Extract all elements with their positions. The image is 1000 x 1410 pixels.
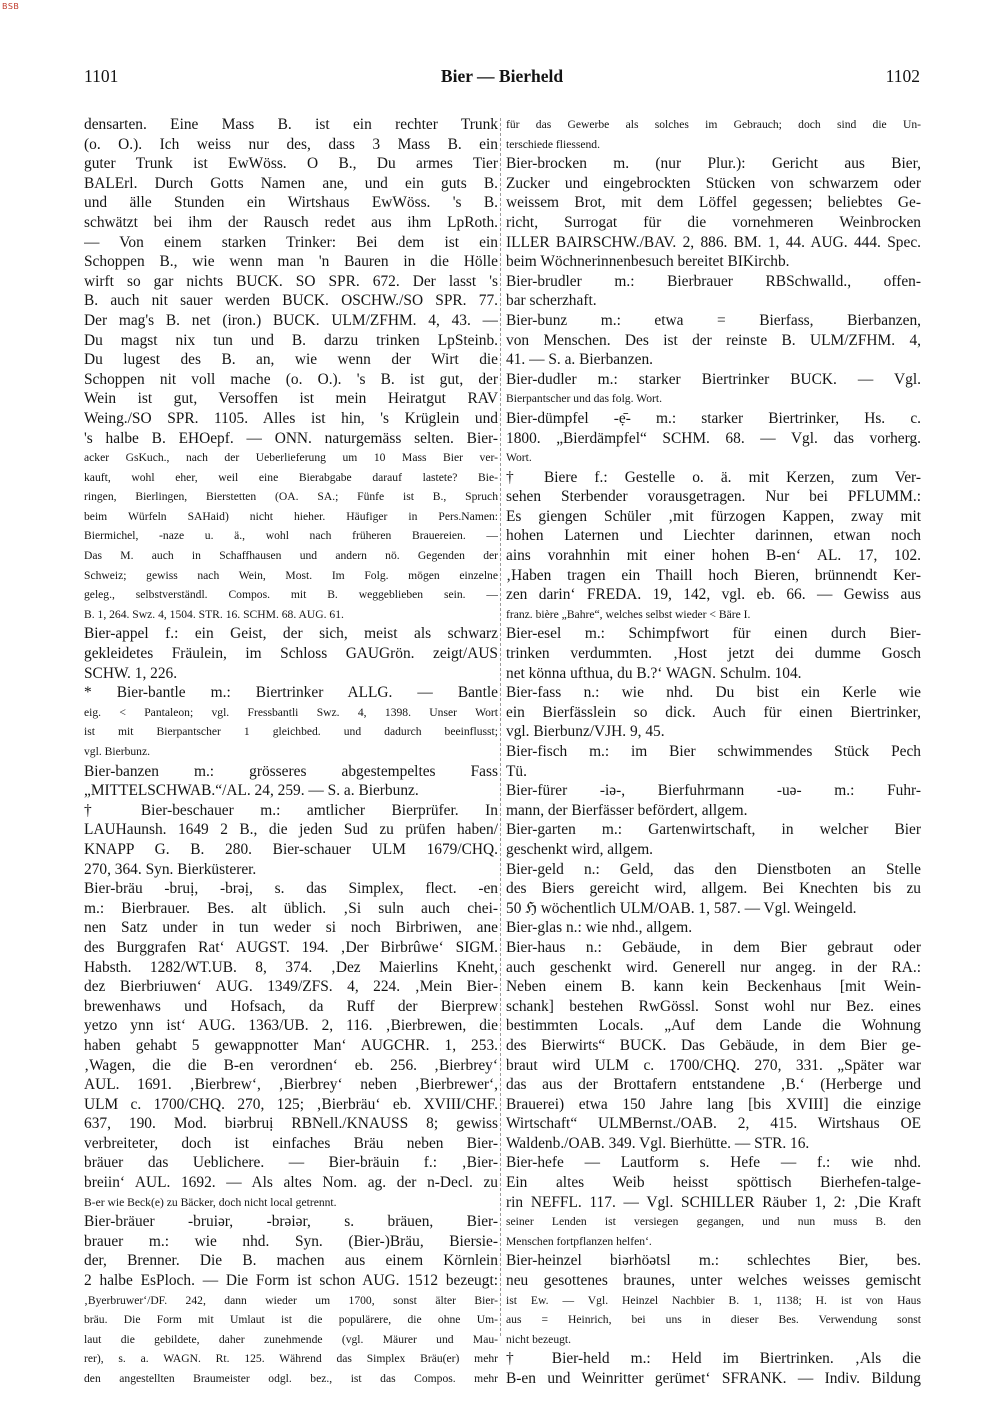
column-divider (500, 118, 501, 1336)
text-line: vgl. Bierbunz/VJH. 9, 45. (506, 723, 665, 741)
text-line: LAUHaunsh. 1649 2 B., die jeden Sud zu prüfen haben/ (84, 821, 498, 839)
text-line: der, Brenner. Die B. machen aus einem Körnlein (84, 1252, 498, 1270)
text-line: ringen, Bierlingen, Bierstetten (OA. SA.; Fünfe ist B., Spruch (84, 490, 498, 504)
text-line: 270, 364. Syn. Bierküsterer. (84, 860, 257, 878)
text-line: Weing./SO SPR. 1105. Alles ist hin, 's Krüglein und (84, 409, 498, 427)
text-line: 2 halbe EsPloch. — Die Form ist schon AUG. 1512 bezeugt: (84, 1272, 498, 1290)
text-line: Bier-garten m.: Gartenwirtschaft, in welcher Bier (506, 821, 921, 839)
text-line: eig. < Pantaleon; vgl. Fressbantli Swz. 4, 1398. Unser Wort (84, 705, 498, 719)
text-line: Du lugest des B. an, wie wenn der Wirt die (84, 351, 498, 369)
text-line: Du magst nix tun und B. darzu trinken LpSteinb. (84, 331, 498, 349)
text-line: haben gehabt 5 gewappnotter Man‘ AUGCHR. 1, 253. (84, 1036, 498, 1054)
text-line: Bier-bräu -bruị, -brəị, s. das Simplex, flect. -en (84, 880, 498, 898)
text-line: bräu. Die Form mit Umlaut ist die populärere, die ohne Um- (84, 1313, 498, 1327)
text-line: mann, der Bierfässer befördert, allgem. (506, 801, 748, 819)
text-line: schwätzt bei ihm der Rausch redet aus ihm LpRoth. (84, 213, 498, 231)
text-line: von Menschen. Des ist der reinste B. ULM/ZFHM. 4, (506, 331, 921, 349)
text-line: Biermichel, -naze u. ä., wohl nach früheren Brauereien. — (84, 529, 498, 543)
text-line: Schweiz; gewiss nach Wein, Most. Im Folg. mögen einzelne (84, 568, 498, 582)
text-line: Bier-appel f.: ein Geist, der sich, meist als schwarz (84, 625, 498, 643)
text-line: auch geschenkt wird. Generell nur angeg. in der RA.: (506, 958, 921, 976)
text-line: ein Bierfässlein so dick. Auch für einen Biertrinker, (506, 703, 921, 721)
text-line: Bier-bräuer -bruiər, -brəiər, s. bräuen, Bier- (84, 1213, 498, 1231)
text-line: acker GsKuch., nach der Ueberlieferung um 10 Mass Bier ver- (84, 451, 498, 465)
text-line: * Bier-bantle m.: Biertrinker ALLG. — Bantle (84, 684, 498, 702)
text-line: Bier-haus n.: Gebäude, in dem Bier gebraut oder (506, 938, 921, 956)
text-line: für das Gewerbe als solches im Gebrauch; doch sind die Un- (506, 118, 921, 131)
text-line: wirft so gar nichts BUCK. SO SPR. 672. Der lasst 's (84, 272, 498, 290)
text-line: und älle Stunden ein Wirtshaus EwWöss. 's B. (84, 194, 498, 212)
text-line: † Bier-held m.: Held im Biertrinken. ‚Als die (506, 1350, 921, 1368)
text-line: Bier-fass n.: wie nhd. Du bist ein Kerle wie (506, 684, 921, 702)
text-line: seiner Lenden ist versiegen gegangen, und nun muss B. den (506, 1215, 921, 1229)
text-line: das aus der Brottafern entstandene ‚B.‘ (Herberge und (506, 1076, 921, 1094)
text-line: beim Wöchnerinnenbesuch bereitet BIKirchb. (506, 253, 790, 271)
text-line: Bier-brudler m.: Bierbrauer RBSchwalld., offen- (506, 272, 921, 290)
text-line: B-en und Weinritter gerümet‘ SFRANK. — Indiv. Bildung (506, 1370, 921, 1387)
text-line: Bier-bunz m.: etwa = Bierfass, Bierbanzen, (506, 311, 921, 329)
text-line: verbreiteter, doch ist einfaches Bräu neben Bier- (84, 1134, 498, 1152)
text-line: schank] bestehen RwGössl. Sonst wohl nur Bez. eines (506, 997, 921, 1015)
text-line: Bier-esel m.: Schimpfwort für einen durch Bier- (506, 625, 921, 643)
text-line: Wirtschaft“ ULMBernst./OAB. 2, 415. Wirtshaus OE (506, 1115, 921, 1133)
text-line: m.: Bierbrauer. Bes. alt üblich. ‚Si suln auch chei- (84, 899, 498, 917)
text-line: Wort. (506, 451, 532, 465)
text-line: Das M. auch in Schaffhausen und andern nö. Gegenden der (84, 549, 498, 563)
text-line: Bierpantscher und das folg. Wort. (506, 392, 662, 406)
text-line: Bier-dümpfel -ẹ̄- m.: starker Biertrinker, Hs. c. (506, 409, 921, 427)
text-line: Wein ist gut, Versoffen ist mein Heiratgut RAV (84, 390, 498, 408)
text-line: geleg., selbstverständl. Compos. mit B. weggeblieben sein. — (84, 588, 498, 602)
text-line: Habsth. 1282/WT.UB. 8, 374. ‚Dez Maierlins Kneht, (84, 958, 498, 976)
text-line: „MITTELSCHWAB.“/AL. 24, 259. — S. a. Bierbunz. (84, 782, 419, 800)
text-line: breiin‘ AUL. 1692. — Als altes Nom. ag. der n-Decl. zu (84, 1174, 498, 1192)
text-line: Zucker und eingebrockten Stücken von schwarzem oder (506, 174, 921, 192)
text-line: SCHW. 1, 226. (84, 664, 178, 682)
text-line: aus = Heinrich, bei uns in dieser Bes. Verwendung sonst (506, 1313, 921, 1327)
text-line: vgl. Bierbunz. (84, 745, 151, 758)
text-line: terschiede fliessend. (506, 137, 601, 151)
page-number-right: 1102 (885, 66, 920, 86)
text-line: brewenhaws und Hofsach, da Ruff der Bierprew (84, 997, 498, 1015)
text-line: den angestellten Braumeister odgl. bez., ist das Compos. mehr (84, 1372, 498, 1385)
text-line: Menschen fortpflanzen helfen‘. (506, 1234, 652, 1248)
right-column (506, 115, 921, 1389)
text-line: densarten. Eine Mass B. ist ein rechter Trunk (84, 116, 498, 133)
text-line: beim Würfeln SAHaid) nicht hieher. Häufiger in Pers.Namen: (84, 509, 498, 523)
text-line: Neben einem B. kann kein Beckenhaus [mit Wein- (506, 978, 921, 996)
text-line: Bier-dudler m.: starker Biertrinker BUCK. — Vgl. (506, 370, 921, 388)
text-line: brauer m.: wie nhd. Syn. (Bier-)Bräu, Biersie- (84, 1232, 498, 1250)
text-line: 637, 190. Mod. biərbruị RBNell./KNAUSS 8; gewiss (84, 1115, 498, 1133)
text-line: † Biere f.: Gestelle o. ä. mit Kerzen, zum Ver- (506, 468, 921, 486)
text-line: yetzo ynn ist‘ AUG. 1363/UB. 2, 116. ‚Bierbrewen, die (84, 1017, 498, 1035)
text-line: zen darin‘ FREDA. 19, 142, vgl. eb. 66. — Gewiss aus (506, 586, 921, 604)
text-line: rer), s. a. WAGN. Rt. 125. Während das Simplex Bräu(er) mehr (84, 1352, 498, 1366)
text-line: Schoppen B., wie wenn man 'n Bauren in die Hölle (84, 253, 498, 271)
text-line: Bier-banzen m.: grösseres abgestempeltes Fass (84, 762, 498, 780)
text-line: ULM c. 1700/CHQ. 270, 125; ‚Bierbräu‘ eb. XVIII/CHF. (84, 1095, 498, 1113)
text-line: 50 ℌ wöchentlich ULM/OAB. 1, 587. — Vgl. Weingeld. (506, 899, 857, 917)
text-line: 1800. „Bierdämpfel“ SCHM. 68. — Vgl. das vorherg. (506, 429, 921, 447)
text-line: Tü. (506, 762, 527, 780)
text-line: Bier-geld n.: Geld, das den Dienstboten an Stelle (506, 860, 921, 878)
library-stamp: BSB (2, 2, 20, 11)
text-line: B-er wie Beck(e) zu Bäcker, doch nicht local getrennt. (84, 1195, 337, 1209)
text-line: neu gesottenes braunes, unter welches weisses gemischt (506, 1272, 921, 1290)
text-line: kauft, wohl eher, weil eine Bierabgabe darauf lastete? Bie- (84, 470, 498, 484)
text-line: B. auch nit sauer werden BUCK. OSCHW./SO SPR. 77. (84, 292, 498, 310)
text-line: geschenkt wird, allgem. (506, 840, 654, 858)
text-line: BALErl. Durch Gotts Namen ane, und ein guts B. (84, 174, 498, 192)
text-line: des Biers gereicht wird, allgem. Bei Knechten bis zu (506, 880, 921, 898)
text-line: nen Satz under in tun weder si noch Birbriwen, ane (84, 919, 498, 937)
text-line: gekleidetes Fräulein, im Schloss GAUGrön. zeigt/AUS (84, 645, 498, 663)
text-line: net könna ufthua, du B.?‘ WAGN. Schulm. 104. (506, 664, 802, 682)
text-line: braut wird ULM c. 1700/CHQ. 270, 331. „Später war (506, 1056, 921, 1074)
text-line: weissem Brot, mit dem Löffel gegessen; beliebtes Ge- (506, 194, 921, 212)
text-line: dez Bierbriuwen‘ AUG. 1349/ZFS. 4, 224. ‚Mein Bier- (84, 978, 498, 996)
text-line: Es giengen Schüler ‚mit fürzogen Kappen, zway mit (506, 507, 921, 525)
text-line: Bier-fisch m.: im Bier schwimmendes Stück Pech (506, 743, 921, 760)
text-line: nicht bezeugt. (506, 1332, 572, 1346)
left-column (84, 115, 498, 1389)
text-line: guter Trunk ist EwWöss. O B., Du armes Tier (84, 155, 498, 173)
text-line: ains vorahnhin mit einer hohen B-en‘ AL. 17, 102. (506, 547, 921, 565)
text-line: 's halbe B. EHOepf. — ONN. naturgemäss selten. Bier- (84, 429, 498, 447)
text-line: bräuer das Ueblichere. — Bier-bräuin f.: ‚Bier- (84, 1154, 498, 1172)
text-line: hohen Laternen und Liechter darinnen, etwan noch (506, 527, 921, 545)
text-line: B. 1, 264. Swz. 4, 1504. STR. 16. SCHM. 68. AUG. 61. (84, 607, 344, 621)
text-line: Ein altes Weib heisst spöttisch Bierhefen-talge- (506, 1174, 921, 1192)
text-line: ‚Wagen, die die B-en verordnen‘ eb. 256. ‚Bierbrey‘ (84, 1056, 498, 1074)
text-line: ILLER BAIRSCHW./BAV. 2, 886. BM. 1, 44. AUG. 444. Spec. (506, 233, 921, 251)
text-line: rin NEFFL. 117. — Vgl. SCHILLER Räuber 1, 2: ‚Die Kraft (506, 1193, 921, 1211)
text-line: Der mag's B. net (iron.) BUCK. ULM/ZFHM. 4, 43. — (84, 311, 498, 329)
text-line: Bier-brocken m. (nur Plur.): Gericht aus Bier, (506, 155, 921, 173)
text-line: trinken verdummten. ‚Host jetzt dei dumme Gosch (506, 645, 921, 663)
text-line: Bier-hefe — Lautform s. Hefe — f.: wie nhd. (506, 1154, 921, 1172)
text-line: laut die gebildete, daher zunehmende (vgl. Mäurer und Mau- (84, 1332, 498, 1346)
text-line: ist mit Bierpantscher 1 gleichbed. und dadurch beeinflusst; (84, 725, 498, 739)
text-line: ‚Haben tragen ein Thaill hoch Bieren, brünnendt Ker- (506, 566, 921, 584)
text-line: 41. — S. a. Bierbanzen. (506, 351, 654, 369)
text-line: Bier-glas n.: wie nhd., allgem. (506, 919, 693, 937)
text-line: Waldenb./OAB. 349. Vgl. Bierhütte. — STR. 16. (506, 1134, 810, 1152)
text-line: — Von einem starken Trinker: Bei dem ist ein (84, 233, 498, 251)
text-line: † Bier-beschauer m.: amtlicher Bierprüfer. In (84, 801, 498, 819)
page-number-left: 1101 (84, 66, 119, 86)
text-line: des Burggrafen Rat‘ AUGST. 194. ‚Der Birbrûwe‘ SIGM. (84, 938, 498, 956)
text-line: bestimmten Locals. „Auf dem Lande die Wohnung (506, 1017, 921, 1035)
text-line: franz. bière „Bahre“, welches selbst wieder < Bäre I. (506, 607, 751, 621)
page-header (84, 66, 920, 94)
text-line: Brauerei) etwa 150 Jahre lang [bis XVIII] die einzige (506, 1095, 921, 1113)
text-line: (o. O.). Ich weiss nur des, dass 3 Mass B. ein (84, 135, 498, 153)
text-line: Bier-heinzel biərhöətsl m.: schlechtes Bier, bes. (506, 1252, 921, 1270)
text-line: Bier-fürer -iə-, Bierfuhrmann -uə- m.: Fuhr- (506, 782, 921, 800)
text-line: ‚Byerbruwer‘/DF. 242, dann wieder um 1700, sonst älter Bier- (84, 1293, 498, 1307)
text-line: KNAPP G. B. 280. Bier-schauer ULM 1679/CHQ. (84, 840, 498, 858)
text-line: ist Ew. — Vgl. Heinzel Nachbier B. 1, 1138; H. ist von Haus (506, 1293, 921, 1307)
text-line: Schoppen nit voll mache (o. O.). 's B. ist gut, der (84, 370, 498, 388)
running-title: Bier — Bierheld (440, 66, 564, 86)
text-line: AUL. 1691. ‚Bierbrew‘, ‚Bierbrey‘ neben ‚Bierbrewer‘, (84, 1076, 498, 1094)
text-line: des Bierwirts“ BUCK. Das Gebäude, in dem Bier ge- (506, 1036, 921, 1054)
text-line: sehen Sterbender vorausgetragen. Nur bei PFLUMM.: (506, 488, 921, 506)
text-line: bar scherzhaft. (506, 292, 597, 310)
text-line: richt, Surrogat für die vornehmeren Weinbrocken (506, 213, 921, 231)
